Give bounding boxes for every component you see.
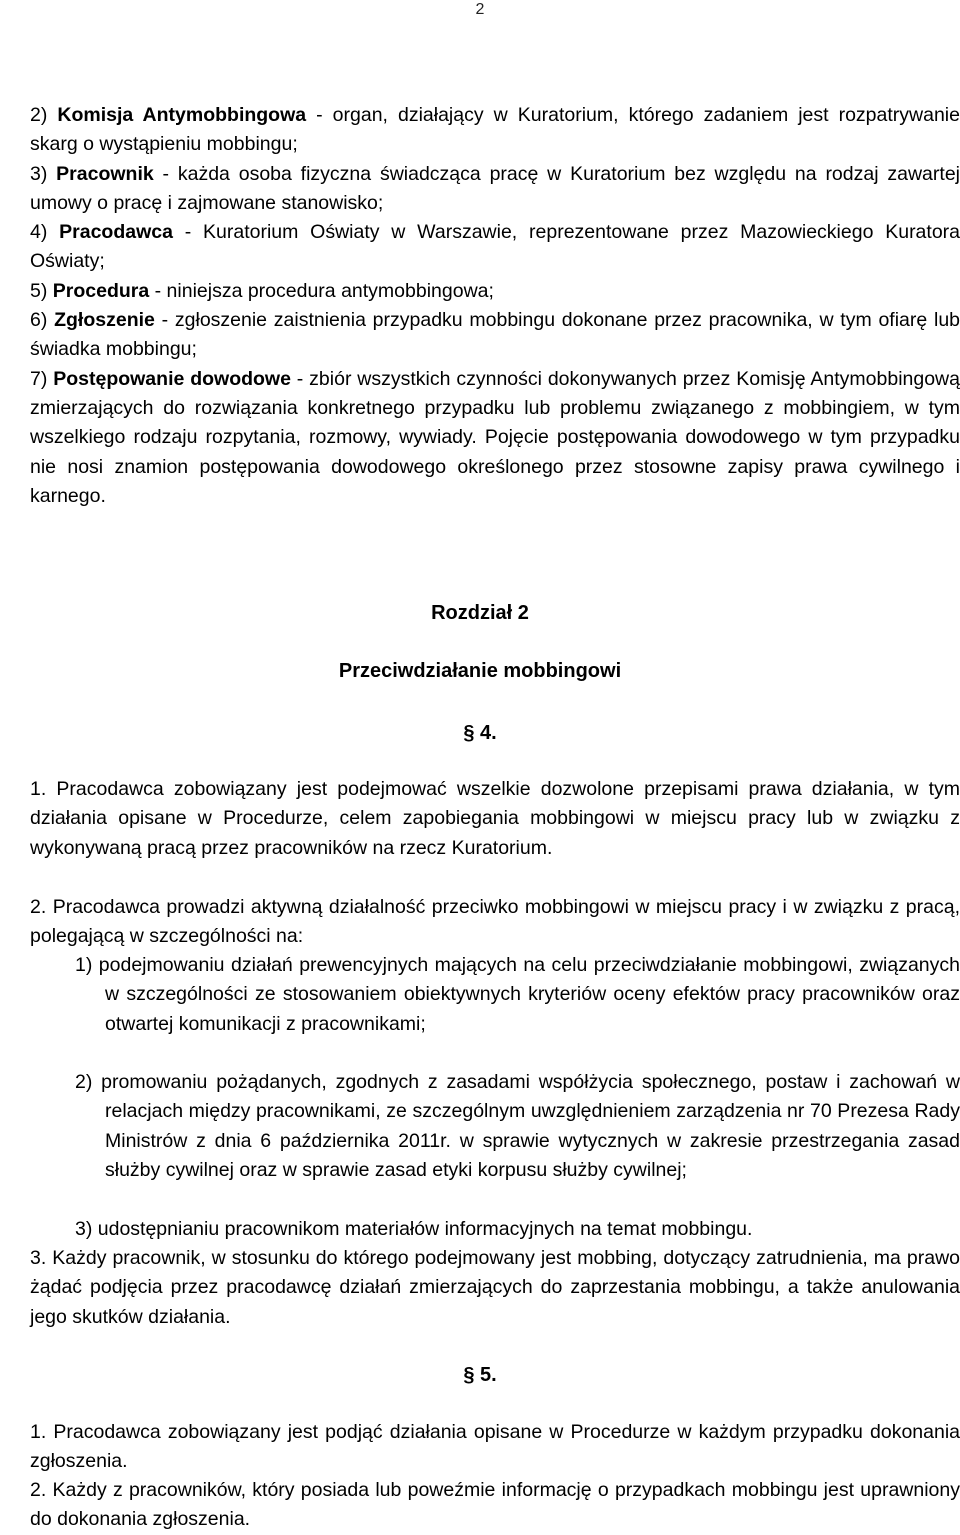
page-number: 2 [475,1,485,18]
section4-paragraph-2: 2. Pracodawca prowadzi aktywną działalność przeciwko mobbingowi w miejscu pracy i w związku z pracą, polegającą w szczególności na: [30,896,960,948]
section4-item-3: 3) udostępnianiu pracownikom materiałów informacyjnych na temat mobbingu. [75,1218,753,1240]
section4-item-1: 1) podejmowaniu działań prewencyjnych mających na celu przeciwdziałanie mobbingowi, związanych w szczególności ze stosowaniem obiektywnych kryteriów oceny efektów pracy pracowników oraz otwartej komunikacji z pracownikami; [75,954,960,1035]
definition-item: 4) Pracodawca - Kuratorium Oświaty w Warszawie, reprezentowane przez Mazowieckiego Kuratora Oświaty; [30,221,960,273]
definition-item: 3) Pracownik - każda osoba fizyczna świadcząca pracę w Kuratorium bez względu na rodzaj zawartej umowy o pracę i zajmowane stanowisko; [30,162,960,214]
section5-paragraph-1: 1. Pracodawca zobowiązany jest podjąć działania opisane w Procedurze w każdym przypadku dokonania zgłoszenia. [30,1421,960,1473]
definition-term: Komisja Antymobbingowa [57,104,307,126]
section-mark-5: § 5. [463,1364,497,1386]
definitions-list [30,101,960,511]
definition-term: Procedura [52,279,150,302]
section4-paragraph-1: 1. Pracodawca zobowiązany jest podejmować wszelkie dozwolone przepisami prawa działania, w tym działania opisane w Procedurze, celem zapobiegania mobbingowi w miejscu pracy lub w związku z wykonywaną pracą przez pracowników na rzecz Kuratorium. [30,778,960,859]
section-mark-4: § 4. [463,722,497,744]
section5-paragraph-2: 2. Każdy z pracowników, który posiada lub poweźmie informację o przypadkach mobbingu jest uprawniony do dokonania zgłoszenia. [30,1479,960,1531]
definition-term: Postępowanie dowodowe [53,367,291,390]
definition-item: 5) Procedura - niniejsza procedura antymobbingowa; [30,279,494,302]
section4-item-2: 2) promowaniu pożądanych, zgodnych z zasadami współżycia społecznego, postaw i zachowań w relacjach między pracownikami, ze szczególnym uwzględnieniem zarządzenia nr 70 Prezesa Rady Ministrów z dnia 6 października 2011r. w sprawie wytycznych w zakresie przestrzegania zasad służby cywilnej oraz w sprawie zasad etyki korpusu służby cywilnej; [75,1071,960,1181]
definition-item: 7) Postępowanie dowodowe - zbiór wszystkich czynności dokonywanych przez Komisję Antymobbingową zmierzających do rozwiązania konkretnego przypadku lub problemu związanego z mobbingiem, w tym wszelkiego rodzaju rozpytania, rozmowy, wywiady. Pojęcie postępowania dowodowego w tym przypadku nie nosi znamion postępowania dowodowego określonego przez stosowne zapisy prawa cywilnego i karnego. [30,367,960,507]
definition-item: 2) Komisja Antymobbingowa - organ, działający w Kuratorium, którego zadaniem jest rozpatrywanie skarg o wystąpieniu mobbingu; [30,104,960,156]
definition-term: Pracownik [56,162,154,185]
definition-item: 6) Zgłoszenie - zgłoszenie zaistnienia przypadku mobbingu dokonane przez pracownika, w tym ofiarę lub świadka mobbingu; [30,309,960,361]
definition-term: Zgłoszenie [54,309,155,332]
section4-paragraph-3: 3. Każdy pracownik, w stosunku do którego podejmowany jest mobbing, dotyczący zatrudnienia, ma prawo żądać podjęcia przez pracodawcę działań zmierzających do zaprzestania mobbingu, a także anulowania jego skutków działania. [30,1247,960,1328]
definition-term: Pracodawca [59,221,173,244]
chapter-title: Przeciwdziałanie mobbingowi [338,660,622,682]
chapter-heading: Rozdział 2 [431,602,529,624]
